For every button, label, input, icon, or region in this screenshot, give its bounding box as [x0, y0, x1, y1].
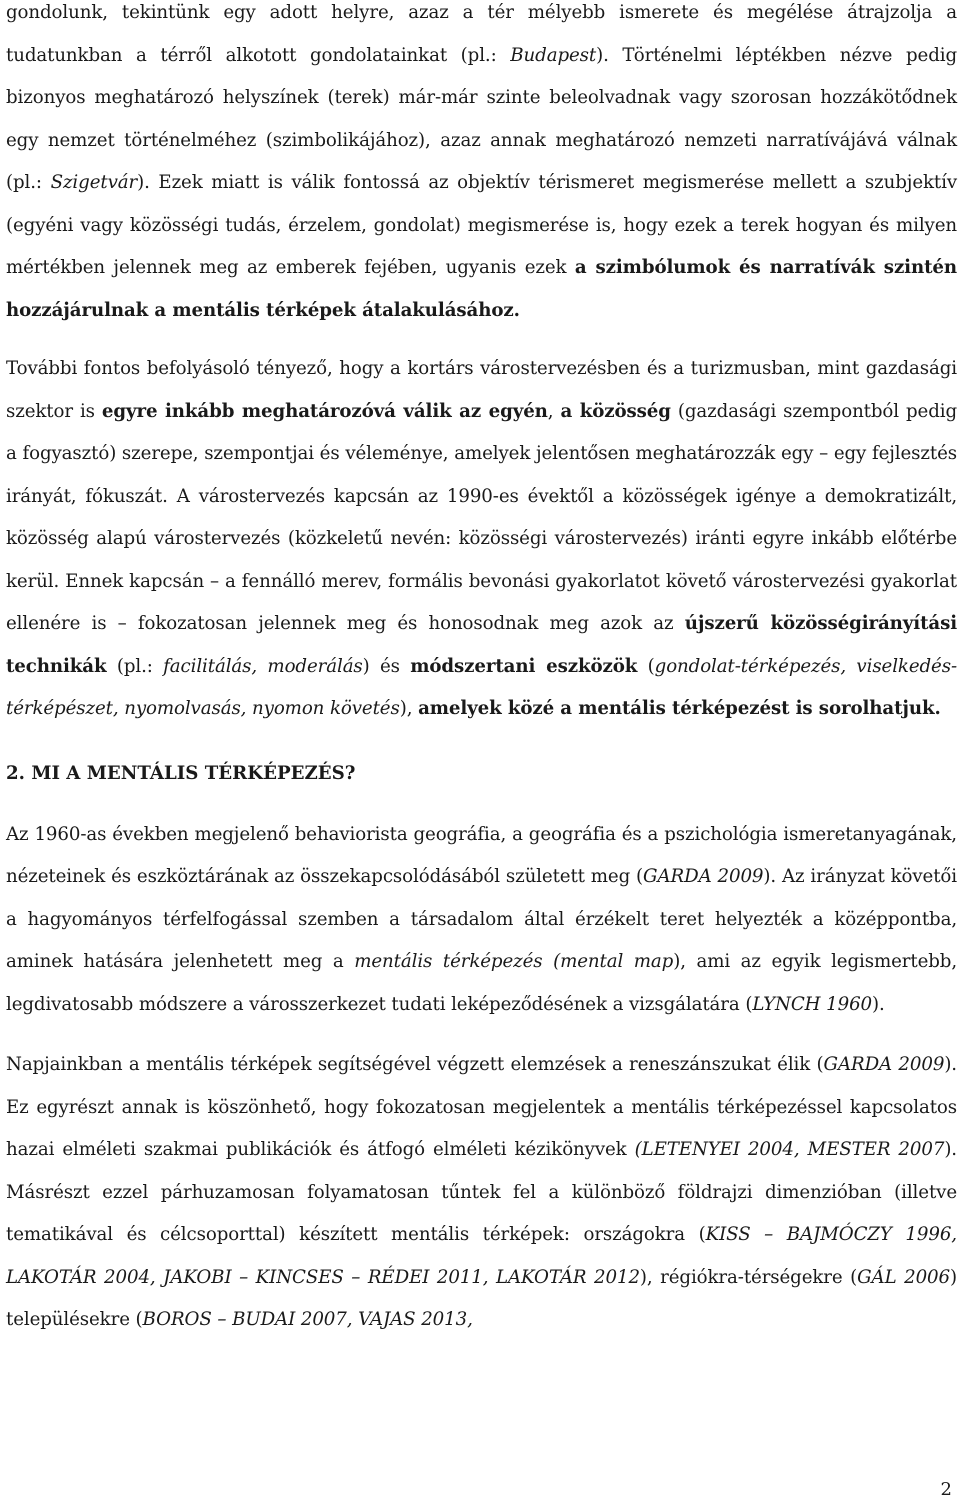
italic-run: KISS – BAJMÓCZY 1996, LAKOTÁR 2004, JAKOBI – KINCSES – RÉDEI 2011, LAKOTÁR 2012 [6, 1224, 957, 1288]
italic-run: (LETENYEI 2004, MESTER 2007 [634, 1139, 945, 1160]
italic-run: facilitálás, moderálás [163, 655, 363, 677]
italic-run: Budapest [510, 44, 597, 66]
text-run: ). Az irányzat követői a hagyományos térfelfogással szemben a társadalom által érzékelt teret helyezték a középpontba, aminek hatására jelenhetett meg a [6, 866, 957, 972]
text-run: (gazdasági szempontból pedig a fogyasztó) szerepe, szempontjai és véleménye, amelyek jelentősen meghatározzák egy – egy fejlesztés irányát, fókuszát. A várostervezés kapcsán az 1990-es évektől a közösségek igénye a demokratizált, közösség alapú várostervezés (közkeletű nevén: közösségi várostervezés) iránti egyre inkább előtérbe kerül. Ennek kapcsán – a fennálló merev, formális bevonási gyakorlatot követő várostervezési gyakorlat ellenére is – fokozatosan jelennek meg és honosodnak meg azok az [6, 400, 958, 634]
italic-run: mentális térképezés (mental map [354, 951, 674, 972]
italic-run: GARDA 2009 [643, 866, 764, 887]
text-run: (pl.: [106, 655, 164, 677]
italic-run: gondolat-térképezés, viselkedés-térképészet, nyomolvasás, nyomon követés [6, 655, 957, 719]
bold-run: újszerű közösségirányítási technikák [6, 613, 958, 677]
text-run: ). Ezek miatt is válik fontossá az objektív térismeret megismerése mellett a szubjektív (egyéni vagy közösségi tudás, érzelem, gondolat) megismerése is, hogy ezek a terek hogyan és milyen mértékben jelennek meg az emberek fejében, ugyanis ezek [6, 172, 957, 278]
paragraph-2 [6, 348, 957, 731]
italic-run: Szigetvár [50, 172, 138, 193]
text-run: ). [872, 993, 885, 1015]
italic-run: LYNCH 1960 [752, 993, 873, 1015]
bold-run: a szimbólumok és narratívák szintén hozzájárulnak a mentális térképek átalakulásához. [6, 257, 958, 321]
text-run: , [547, 400, 561, 422]
text-run: ) és [362, 655, 411, 677]
text-run: gondolunk, tekintünk egy adott helyre, azaz a tér mélyebb ismerete és megélése átrajzolja a tudatunkban a térről alkotott gondolatainkat (pl.: [6, 2, 957, 66]
text-run: ), [399, 698, 419, 719]
text-run: Napjainkban a mentális térképek segítségével végzett elemzések a reneszánszukat élik ( [6, 1054, 824, 1075]
paragraph-1 [6, 0, 957, 332]
italic-run: BOROS – BUDAI 2007, VAJAS 2013, [142, 1309, 473, 1330]
text-run: ). Ez egyrészt annak is köszönhető, hogy fokozatosan megjelentek a mentális térképezéssel kapcsolatos hazai elméleti szakmai publikációk és átfogó elméleti kézikönyvek [6, 1054, 957, 1160]
text-run: ( [637, 655, 655, 677]
page-number: 2 [940, 1479, 952, 1500]
text-run: ). Másrészt ezzel párhuzamosan folyamatosan tűntek fel a különböző földrajzi dimenzióban (illetve tematikával és célcsoporttal) készített mentális térképek: országokra ( [6, 1139, 957, 1245]
text-run: ) településekre ( [6, 1266, 958, 1330]
italic-run: GARDA 2009 [823, 1054, 945, 1075]
bold-run: egyre inkább meghatározóvá válik az egyén [101, 400, 548, 422]
paragraph-4 [6, 1044, 957, 1342]
text-run: ). Történelmi léptékben nézve pedig bizonyos meghatározó helyszínek (terek) már-már szinte beleolvadnak vagy szorosan hozzákötődnek egy nemzet történelméhez (szimbolikájához), azaz annak meghatározó nemzeti narratívájává válnak (pl.: [6, 44, 957, 193]
document-page [6, 0, 957, 1342]
italic-run: GÁL 2006 [857, 1266, 951, 1288]
text-run: ), régiókra-térségekre ( [639, 1266, 858, 1288]
text-run: ), ami az egyik legismertebb, legdivatosabb módszere a városszerkezet tudati leképeződésének a vizsgálatára ( [6, 951, 957, 1015]
text-run: Az 1960-as években megjelenő behaviorista geográfia, a geográfia és a pszichológia ismeretanyagának, nézeteinek és eszköztárának az összekapcsolódásából született meg ( [6, 823, 957, 887]
bold-run: a közösség [560, 400, 671, 422]
section-heading: 2. MI A MENTÁLIS TÉRKÉPEZÉS? [6, 762, 356, 784]
bold-run: amelyek közé a mentális térképezést is sorolhatjuk. [418, 698, 941, 719]
paragraph-3 [6, 814, 957, 1027]
bold-run: módszertani eszközök [410, 655, 638, 677]
text-run: További fontos befolyásoló tényező, hogy a kortárs várostervezésben és a turizmusban, mint gazdasági szektor is [6, 358, 957, 422]
